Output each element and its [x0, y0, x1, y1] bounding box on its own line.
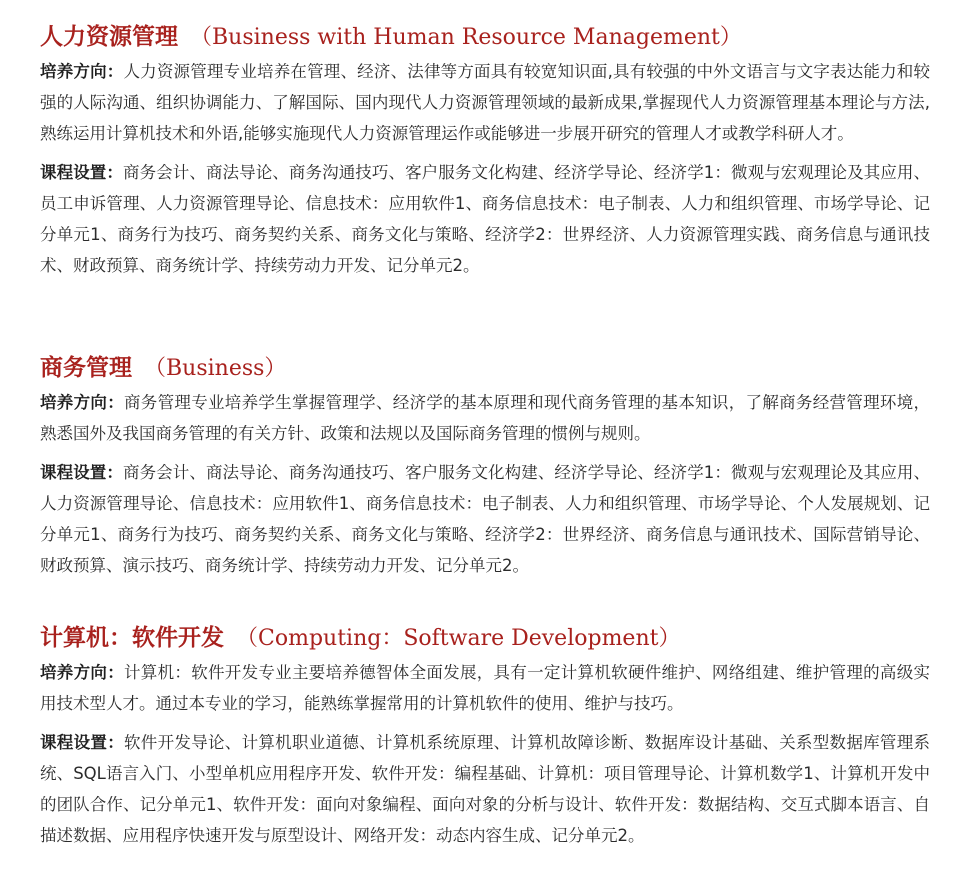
section-title-cn: 人力资源管理	[40, 24, 178, 50]
objective-label: 培养方向：	[40, 393, 124, 412]
courses-text: 商务会计、商法导论、商务沟通技巧、客户服务文化构建、经济学导论、经济学1：微观与宏观理论及其应用、人力资源管理导论、信息技术：应用软件1、商务信息技术：电子制表、人力和组织管理、市场学导论、个人发展规划、记分单元1、商务行为技巧、商务契约关系、商务文化与策略、经济学2：世界经济、商务信息与通讯技术、国际营销导论、财政预算、演示技巧、商务统计学、持续劳动力开发、记分单元2。	[40, 463, 931, 575]
objective-paragraph	[40, 387, 930, 449]
courses-paragraph	[40, 457, 930, 581]
objective-text: 商务管理专业培养学生掌握管理学、经济学的基本原理和现代商务管理的基本知识，了解商务经营管理环境，熟悉国外及我国商务管理的有关方针、政策和法规以及国际商务管理的惯例与规则。	[40, 393, 931, 443]
courses-paragraph	[40, 727, 930, 851]
objective-label: 培养方向：	[40, 663, 124, 682]
courses-paragraph	[40, 157, 930, 281]
section-title-cn: 商务管理	[40, 355, 132, 381]
section-title-en: （Business）	[144, 356, 287, 381]
objective-label: 培养方向：	[40, 62, 124, 81]
section-heading	[40, 617, 930, 657]
program-section-business	[40, 347, 930, 581]
courses-text: 软件开发导论、计算机职业道德、计算机系统原理、计算机故障诊断、数据库设计基础、关系型数据库管理系统、SQL语言入门、小型单机应用程序开发、软件开发：编程基础、计算机：项目管理导论、计算机数学1、计算机开发中的团队合作、记分单元1、软件开发：面向对象编程、面向对象的分析与设计、软件开发：数据结构、交互式脚本语言、自描述数据、应用程序快速开发与原型设计、网络开发：动态内容生成、记分单元2。	[40, 733, 931, 845]
program-section-hrm	[40, 16, 930, 281]
section-title-cn: 计算机：软件开发	[40, 625, 224, 651]
program-section-computing	[40, 617, 930, 851]
objective-text: 计算机：软件开发专业主要培养德智体全面发展，具有一定计算机软硬件维护、网络组建、维护管理的高级实用技术型人才。通过本专业的学习，能熟练掌握常用的计算机软件的使用、维护与技巧。	[40, 663, 931, 713]
section-heading	[40, 16, 930, 56]
courses-label: 课程设置：	[40, 463, 123, 482]
objective-paragraph	[40, 657, 930, 719]
objective-paragraph	[40, 56, 930, 149]
courses-label: 课程设置：	[40, 733, 124, 752]
section-heading	[40, 347, 930, 387]
section-title-en: （Business with Human Resource Management）	[190, 25, 742, 50]
section-title-en: （Computing：Software Development）	[236, 626, 681, 651]
objective-text: 人力资源管理专业培养在管理、经济、法律等方面具有较宽知识面,具有较强的中外文语言与文字表达能力和较强的人际沟通、组织协调能力、了解国际、国内现代人力资源管理领域的最新成果,掌握现代人力资源管理基本理论与方法,熟练运用计算机技术和外语,能够实施现代人力资源管理运作或能够进一步展开研究的管理人才或教学科研人才。	[40, 62, 930, 143]
courses-label: 课程设置：	[40, 163, 123, 182]
courses-text: 商务会计、商法导论、商务沟通技巧、客户服务文化构建、经济学导论、经济学1：微观与宏观理论及其应用、员工申诉管理、人力资源管理导论、信息技术：应用软件1、商务信息技术：电子制表、人力和组织管理、市场学导论、记分单元1、商务行为技巧、商务契约关系、商务文化与策略、经济学2：世界经济、人力资源管理实践、商务信息与通讯技术、财政预算、商务统计学、持续劳动力开发、记分单元2。	[40, 163, 931, 275]
